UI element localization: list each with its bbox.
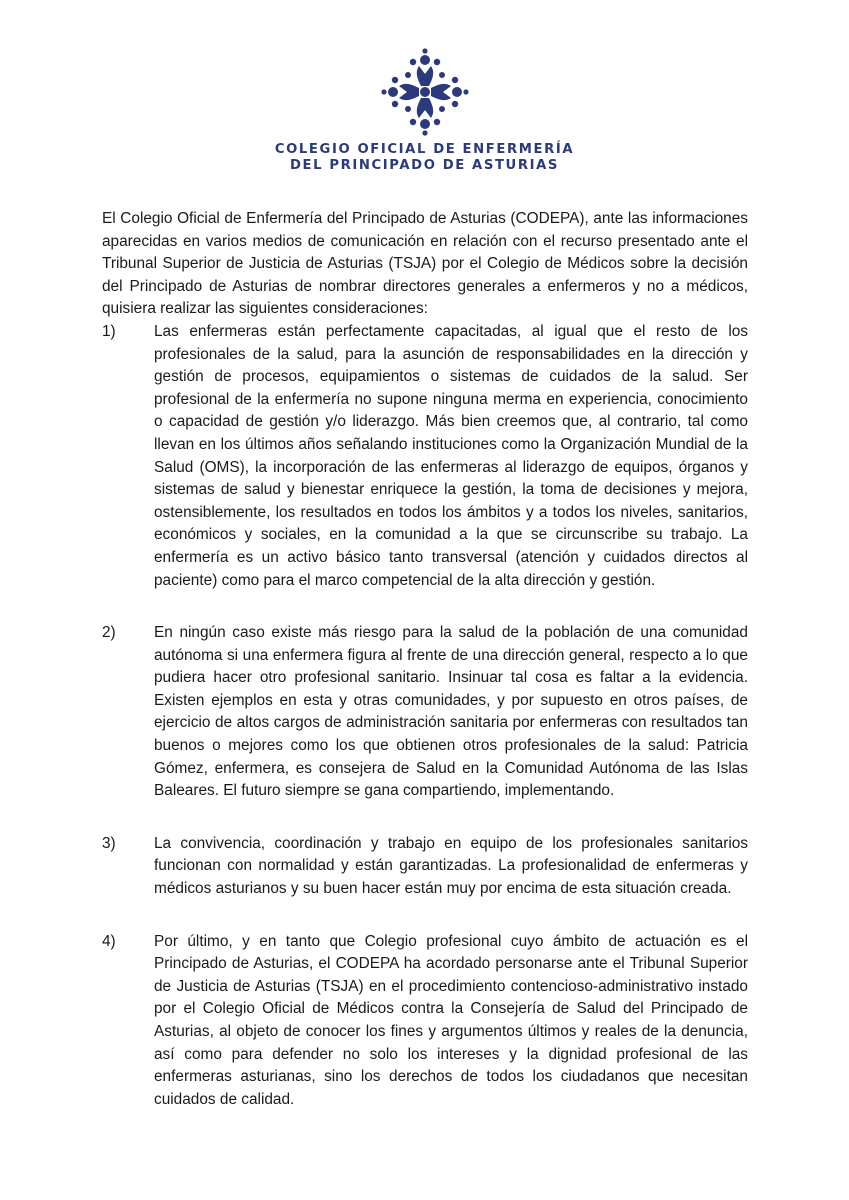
list-item — [102, 931, 748, 1112]
list-item-text: La convivencia, coordinación y trabajo en equipo de los profesionales sanitarios funcionan con normalidad y están garantizadas. La profesionalidad de enfermeras y médicos asturianos y su buen hacer están muy por encima de esta situación creada. — [154, 834, 748, 898]
list-item-text: Por último, y en tanto que Colegio profesional cuyo ámbito de actuación es el Principado de Asturias, el CODEPA ha acordado personarse ante el Tribunal Superior de Justicia de Asturias (TSJA) en el procedimiento contencioso-administrativo instado por el Colegio Oficial de Médicos contra la Consejería de Salud del Principado de Asturias, al objeto de conocer los fines y argumentos últimos y reales de la denuncia, así como para defender no solo los intereses y la dignidad profesional de las enfermeras asturianas, sino los derechos de todos los ciudadanos que necesitan cuidados de calidad. — [154, 932, 748, 1108]
intro-paragraph: El Colegio Oficial de Enfermería del Principado de Asturias (CODEPA), ante las informaciones aparecidas en varios medios de comunicación en relación con el recurso presentado ante el Tribunal Superior de Justicia de Asturias (TSJA) por el Colegio de Médicos sobre la decisión del Principado de Asturias de nombrar directores generales a enfermeros y no a médicos, quisiera realizar las siguientes consideraciones: — [102, 210, 748, 318]
document-body — [102, 208, 748, 1111]
list-item-number: 4) — [102, 932, 116, 950]
list-item-number: 3) — [102, 834, 116, 852]
list-item — [102, 321, 748, 592]
list-item-text: En ningún caso existe más riesgo para la salud de la población de una comunidad autónoma si una enfermera figura al frente de una dirección general, respecto a lo que pudiera hacer otro profesional sanitario. Insinuar tal cosa es faltar a la evidencia. Existen ejemplos en esta y otras comunidades, y por supuesto en otros países, de ejercicio de altos cargos de administración sanitaria por enfermeras con resultados tan buenos o mejores como los que obtienen otros profesionales de la salud: Patricia Gómez, enfermera, es consejera de Salud en la Comunidad Autónoma de las Islas Baleares. El futuro siempre se gana compartiendo, implementando. — [154, 624, 748, 800]
list-item-number: 1) — [102, 322, 116, 340]
list-item-number: 2) — [102, 624, 116, 642]
list-item — [102, 833, 748, 901]
list-item-text: Las enfermeras están perfectamente capacitadas, al igual que el resto de los profesionales de la salud, para la asunción de responsabilidades en la dirección y gestión de procesos, equipamientos o sistemas de cuidados de la salud. Ser profesional de la enfermería no supone ninguna merma en experiencia, conocimiento o capacidad de gestión y/o liderazgo. Más bien creemos que, al contrario, tal como llevan en los últimos años señalando instituciones como la Organización Mundial de la Salud (OMS), la incorporación de las enfermeras al liderazgo de equipos, órganos y sistemas de salud y bienestar enriquece la gestión, la toma de decisiones y mejora, ostensiblemente, los resultados en todos los ámbitos y a todos los niveles, sanitarios, económicos y sociales, en la comunidad a la que se circunscribe su trabajo. La enfermería es un activo básico tanto transversal (atención y cuidados directos al paciente) como para el marco competencial de la alta dirección y gestión. — [154, 322, 748, 589]
org-name-line1: COLEGIO OFICIAL DE ENFERMERÍA — [274, 142, 575, 157]
org-name-line2: DEL PRINCIPADO DE ASTURIAS — [289, 158, 560, 173]
college-logo-icon — [381, 48, 469, 136]
letterhead — [0, 0, 849, 185]
list-item — [102, 622, 748, 803]
